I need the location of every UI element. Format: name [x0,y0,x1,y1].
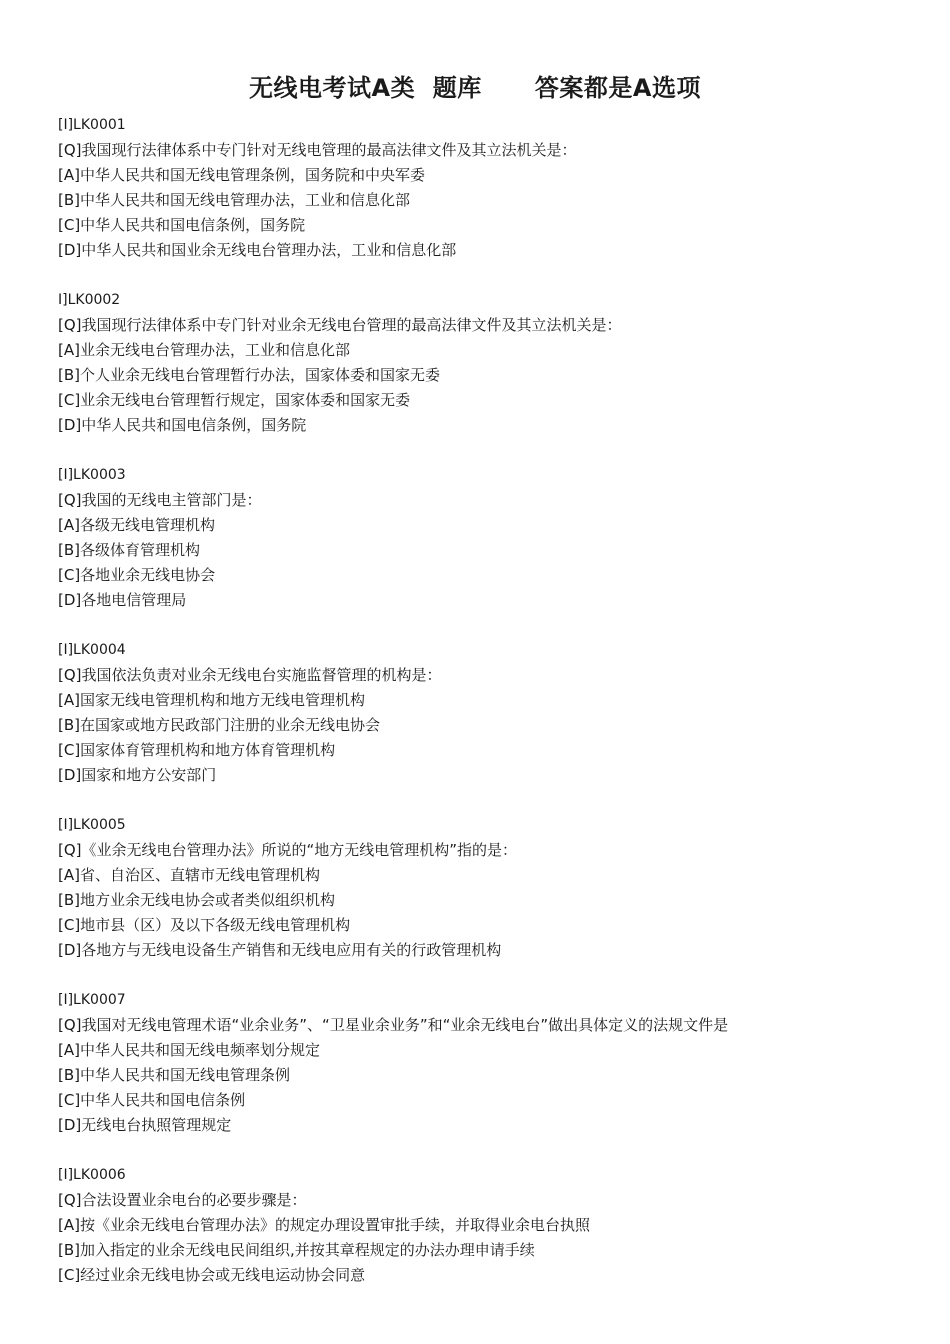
option-a: [A]按《业余无线电台管理办法》的规定办理设置审批手续，并取得业余电台执照 [58,1216,590,1234]
option-d: [D]无线电台执照管理规定 [58,1116,232,1134]
option-b: [B]个人业余无线电台管理暂行办法，国家体委和国家无委 [58,366,440,384]
question-id: [I]LK0001 [58,117,126,133]
spacer [58,438,918,463]
spacer [58,263,918,288]
option-c: [C]业余无线电台管理暂行规定，国家体委和国家无委 [58,391,411,409]
option-b: [B]中华人民共和国无线电管理条例 [58,1066,290,1084]
option-b: [B]中华人民共和国无线电管理办法，工业和信息化部 [58,191,410,209]
option-d: [D]中华人民共和国电信条例，国务院 [58,416,307,434]
question-block [58,463,918,613]
option-c: [C]经过业余无线电协会或无线电运动协会同意 [58,1266,366,1284]
option-b: [B]在国家或地方民政部门注册的业余无线电协会 [58,716,380,734]
question-text: [Q]我国现行法律体系中专门针对业余无线电台管理的最高法律文件及其立法机关是： [58,316,622,334]
question-block [58,113,918,263]
spacer [58,963,918,988]
question-block [58,813,918,963]
option-a: [A]省、自治区、直辖市无线电管理机构 [58,866,320,884]
question-list [58,113,918,1288]
option-a: [A]国家无线电管理机构和地方无线电管理机构 [58,691,365,709]
question-block [58,988,918,1138]
option-a: [A]中华人民共和国无线电频率划分规定 [58,1041,320,1059]
question-block [58,1163,918,1288]
option-d: [D]各地电信管理局 [58,591,187,609]
question-id: [I]LK0004 [58,642,126,658]
question-text: [Q]我国的无线电主管部门是： [58,491,262,509]
option-c: [C]中华人民共和国电信条例，国务院 [58,216,306,234]
option-a: [A]中华人民共和国无线电管理条例，国务院和中央军委 [58,166,425,184]
question-id: [I]LK0003 [58,467,126,483]
question-id: [I]LK0005 [58,817,126,833]
question-block [58,288,918,438]
option-b: [B]各级体育管理机构 [58,541,200,559]
spacer [58,1138,918,1163]
option-c: [C]中华人民共和国电信条例 [58,1091,246,1109]
question-id: [I]LK0006 [58,1167,126,1183]
question-block [58,638,918,788]
option-a: [A]各级无线电管理机构 [58,516,215,534]
question-id: [I]LK0007 [58,992,126,1008]
question-text: [Q]我国现行法律体系中专门针对无线电管理的最高法律文件及其立法机关是： [58,141,577,159]
option-c: [C]各地业余无线电协会 [58,566,216,584]
question-text: [Q]合法设置业余电台的必要步骤是： [58,1191,307,1209]
option-d: [D]中华人民共和国业余无线电台管理办法，工业和信息化部 [58,241,457,259]
option-d: [D]各地方与无线电设备生产销售和无线电应用有关的行政管理机构 [58,941,502,959]
option-c: [C]地市县（区）及以下各级无线电管理机构 [58,916,351,934]
question-text: [Q]我国对无线电管理术语“业余业务”、“卫星业余业务”和“业余无线电台”做出具体定义的法规文件是 [58,1016,729,1034]
page-title: 无线电考试A类 题库 答案都是A选项 [249,74,701,102]
option-a: [A]业余无线电台管理办法，工业和信息化部 [58,341,350,359]
option-b: [B]地方业余无线电协会或者类似组织机构 [58,891,335,909]
spacer [58,613,918,638]
spacer [58,788,918,813]
question-text: [Q]《业余无线电台管理办法》所说的“地方无线电管理机构”指的是： [58,841,518,859]
option-c: [C]国家体育管理机构和地方体育管理机构 [58,741,336,759]
question-id: I]LK0002 [58,292,121,308]
option-d: [D]国家和地方公安部门 [58,766,217,784]
option-b: [B]加入指定的业余无线电民间组织,并按其章程规定的办法办理申请手续 [58,1241,535,1259]
question-text: [Q]我国依法负责对业余无线电台实施监督管理的机构是： [58,666,442,684]
